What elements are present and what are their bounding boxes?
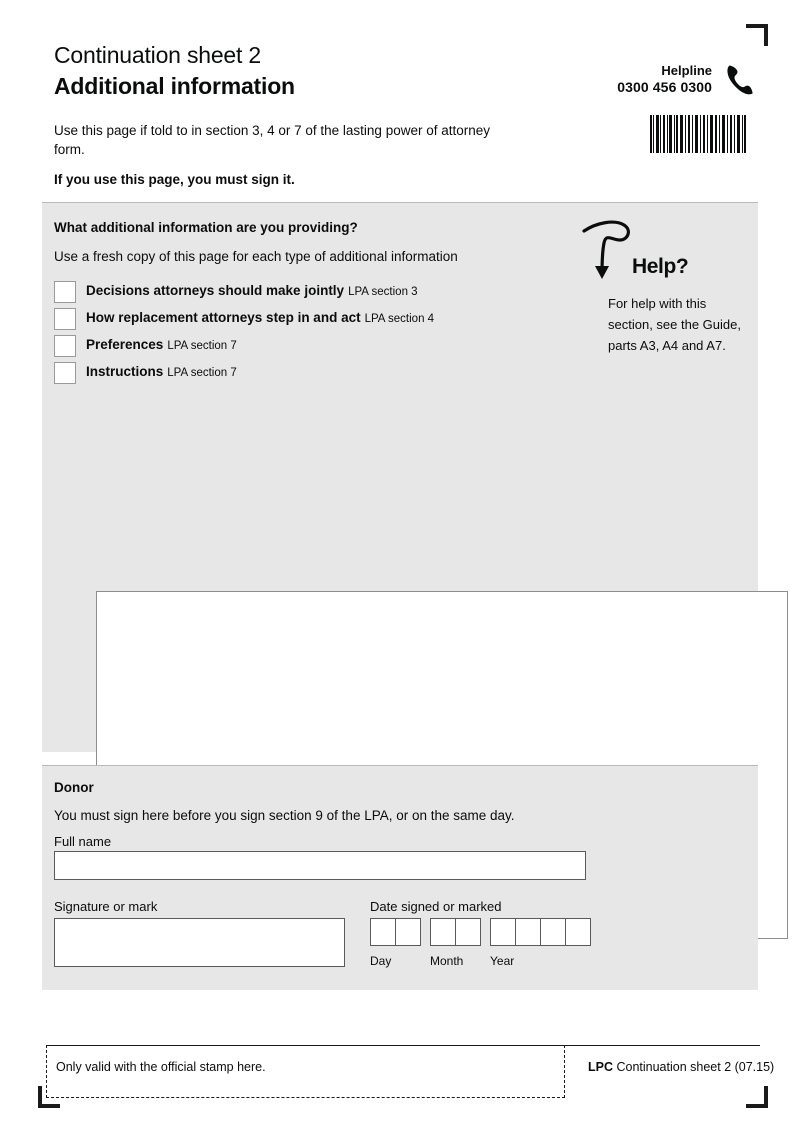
helpline-label: Helpline xyxy=(661,63,712,78)
helpline-number: 0300 456 0300 xyxy=(617,79,712,95)
crop-mark-bottom-right-icon xyxy=(746,1086,768,1108)
additional-information-panel xyxy=(42,202,758,752)
option-label-preferences: Preferences xyxy=(86,337,164,352)
date-month-cell-2[interactable] xyxy=(455,918,481,946)
date-month-cell-1[interactable] xyxy=(430,918,456,946)
full-name-label: Full name xyxy=(54,834,112,849)
crop-mark-top-right-icon xyxy=(746,24,768,46)
checkbox-decisions-jointly[interactable] xyxy=(54,281,76,303)
date-year-cell-2[interactable] xyxy=(515,918,541,946)
form-reference xyxy=(588,1060,774,1074)
page-header xyxy=(54,40,574,189)
date-year-cell-4[interactable] xyxy=(565,918,591,946)
barcode xyxy=(650,115,746,153)
option-label-decisions-jointly: Decisions attorneys should make jointly xyxy=(86,283,345,298)
date-signed-label: Date signed or marked xyxy=(370,899,502,914)
option-label-instructions: Instructions xyxy=(86,364,164,379)
option-ref-decisions-jointly: LPA section 3 xyxy=(348,286,418,298)
donor-note: You must sign here before you sign section 9 of the LPA, or on the same day. xyxy=(54,808,515,823)
date-day-group[interactable] xyxy=(370,918,421,946)
help-text: For help with this section, see the Guide, parts A3, A4 and A7. xyxy=(608,296,741,353)
page-title-line2: Additional information xyxy=(54,73,295,99)
intro-bold-text: If you use this page, you must sign it. xyxy=(54,172,295,187)
form-reference-text: Continuation sheet 2 (07.15) xyxy=(613,1060,775,1074)
telephone-handset-icon xyxy=(720,62,754,96)
intro-text: Use this page if told to in section 3, 4 or 7 of the lasting power of attorney form. xyxy=(54,123,491,157)
help-title: Help? xyxy=(632,255,689,278)
option-row-instructions[interactable] xyxy=(54,359,746,386)
option-text-replacement-attorneys xyxy=(86,310,434,327)
additional-info-heading: What additional information are you providing? xyxy=(54,220,358,235)
checkbox-instructions[interactable] xyxy=(54,362,76,384)
checkbox-replacement-attorneys[interactable] xyxy=(54,308,76,330)
donor-panel xyxy=(42,765,758,990)
date-year-cell-1[interactable] xyxy=(490,918,516,946)
date-month-caption: Month xyxy=(430,954,464,968)
date-day-caption: Day xyxy=(370,954,392,968)
option-ref-replacement-attorneys: LPA section 4 xyxy=(364,313,435,325)
option-ref-preferences: LPA section 7 xyxy=(167,340,237,352)
official-stamp-text: Only valid with the official stamp here. xyxy=(56,1060,266,1074)
option-ref-instructions: LPA section 7 xyxy=(167,367,237,379)
date-year-group[interactable] xyxy=(490,918,591,946)
date-year-caption: Year xyxy=(490,954,515,968)
date-month-group[interactable] xyxy=(430,918,481,946)
option-label-replacement-attorneys: How replacement attorneys step in and act xyxy=(86,310,361,325)
date-day-cell-2[interactable] xyxy=(395,918,421,946)
option-text-decisions-jointly xyxy=(86,283,418,300)
helpline-block xyxy=(617,62,712,96)
checkbox-preferences[interactable] xyxy=(54,335,76,357)
signature-input[interactable] xyxy=(54,918,345,967)
page-title-line1: Continuation sheet 2 xyxy=(54,42,261,68)
option-text-instructions xyxy=(86,364,237,381)
signature-label: Signature or mark xyxy=(54,899,158,914)
option-text-preferences xyxy=(86,337,237,354)
additional-info-subheading: Use a fresh copy of this page for each type of additional information xyxy=(54,249,458,264)
full-name-input[interactable] xyxy=(54,851,586,880)
form-reference-code: LPC xyxy=(588,1060,613,1074)
date-year-cell-3[interactable] xyxy=(540,918,566,946)
donor-title: Donor xyxy=(54,780,94,795)
date-day-cell-1[interactable] xyxy=(370,918,396,946)
